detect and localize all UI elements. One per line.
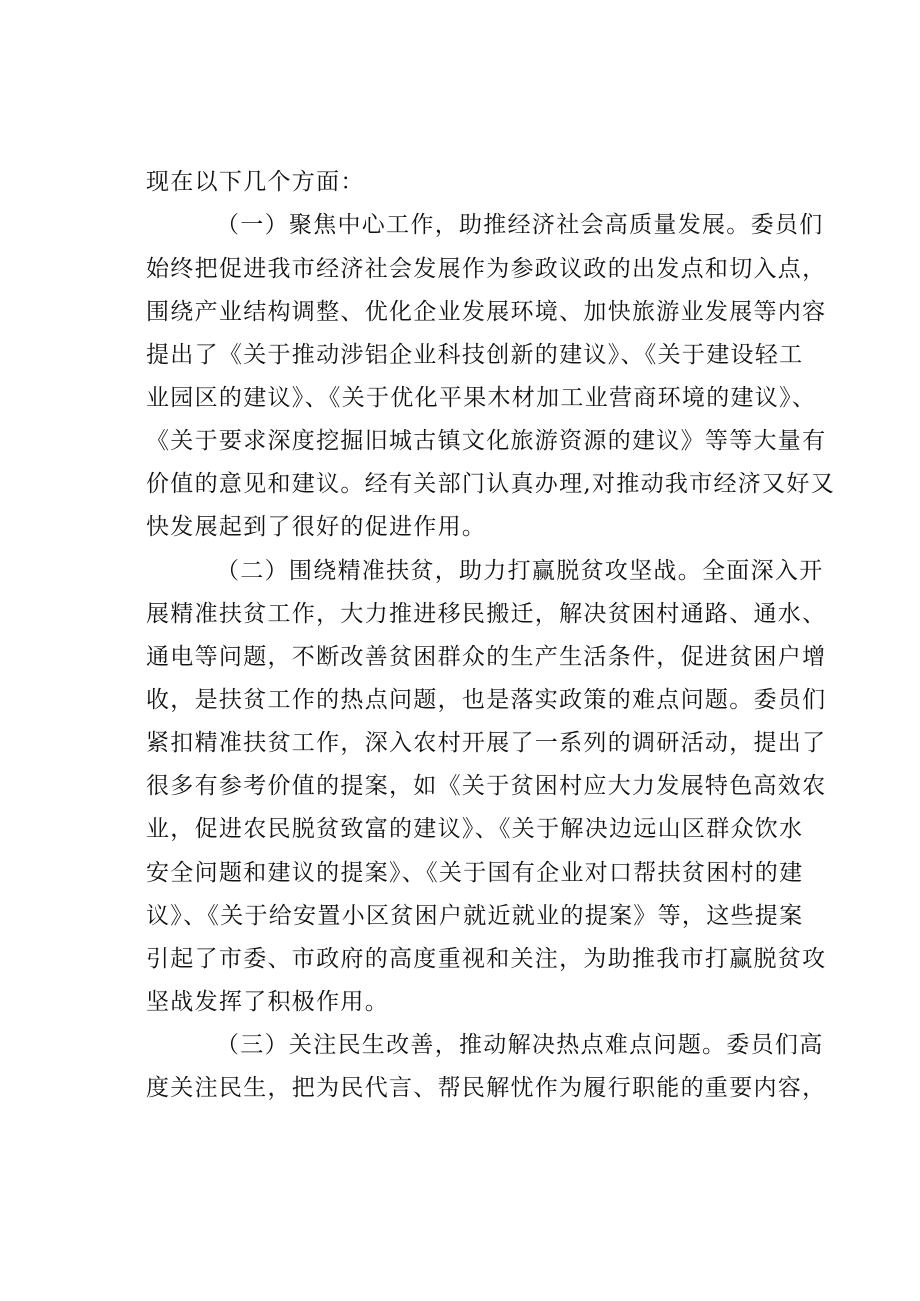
text-line: 坚战发挥了积极作用。 xyxy=(146,989,389,1015)
text-line: 业，促进农民脱贫致富的建议》、《关于解决边远山区群众饮水 xyxy=(146,816,804,842)
text-line: 引起了市委、市政府的高度重视和关注，为助推我市打赢脱贫攻 xyxy=(146,946,827,972)
text-line: 快发展起到了很好的促进作用。 xyxy=(146,514,487,540)
text-line: 很多有参考价值的提案，如《关于贫困村应大力发展特色高效农 xyxy=(146,773,827,799)
section-heading-3: （三）关注民生改善，推动解决热点难点问题。委员们高 xyxy=(216,1032,824,1058)
text-line: 收，是扶贫工作的热点问题，也是落实政策的难点问题。委员们 xyxy=(146,687,827,713)
text-line: 价值的意见和建议。经有关部门认真办理,对推动我市经济又好又 xyxy=(146,471,836,497)
section-heading-1: （一）聚焦中心工作，助推经济社会高质量发展。委员们 xyxy=(216,212,824,238)
text-line: 议》、《关于给安置小区贫困户就近就业的提案》等，这些提案 xyxy=(146,903,804,929)
text-line: 业园区的建议》、《关于优化平果木材加工业营商环境的建议》、 xyxy=(146,385,817,411)
text-line: 《关于要求深度挖掘旧城古镇文化旅游资源的建议》等等大量有 xyxy=(146,428,827,454)
text-line: 通电等问题，不断改善贫困群众的生产生活条件，促进贫困户增 xyxy=(146,644,827,670)
text-line: 安全问题和建议的提案》、《关于国有企业对口帮扶贫困村的建 xyxy=(146,860,804,886)
text-line: 提出了《关于推动涉铝企业科技创新的建议》、《关于建设轻工 xyxy=(146,342,804,368)
text-line: 现在以下几个方面： xyxy=(146,169,365,195)
text-line: 围绕产业结构调整、优化企业发展环境、加快旅游业发展等内容 xyxy=(146,299,827,325)
text-line: 紧扣精准扶贫工作，深入农村开展了一系列的调研活动，提出了 xyxy=(146,730,827,756)
text-line: 展精准扶贫工作，大力推进移民搬迁，解决贫困村通路、通水、 xyxy=(146,601,827,627)
text-line: 始终把促进我市经济社会发展作为参政议政的出发点和切入点， xyxy=(146,256,827,282)
text-line: 度关注民生，把为民代言、帮民解忧作为履行职能的重要内容， xyxy=(146,1075,827,1101)
section-heading-2: （二）围绕精准扶贫，助力打赢脱贫攻坚战。全面深入开 xyxy=(216,558,824,584)
